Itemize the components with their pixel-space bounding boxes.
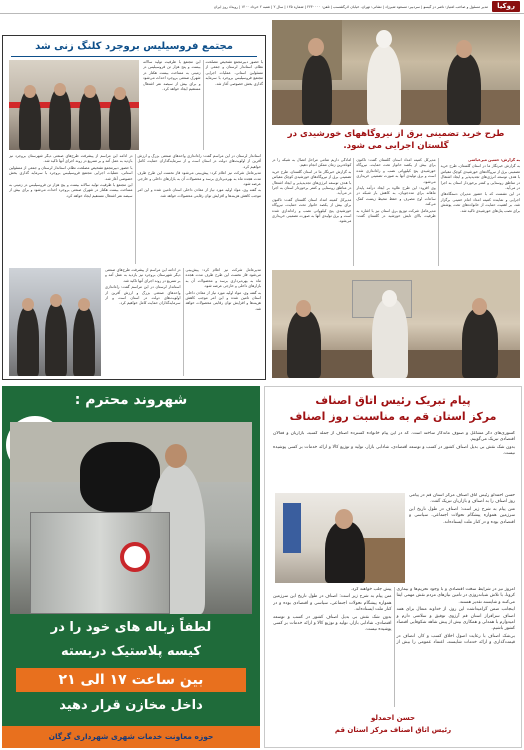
center-article	[272, 20, 520, 382]
signature-name: حسن احمدلو	[370, 714, 416, 722]
congrats-title-2: مرکز استان قم به مناسبت روز اصناف	[289, 410, 497, 423]
ribbon-cutting-photo	[9, 60, 139, 150]
right-article-tail: مدیرعامل شرکت نیز اعلام کرد: پیش‌بینی می‌شود فاز نخست این طرح ظرف مدت هجده ماه به بهره‌برداری برسد و محصولات آن به بازارهای داخلی و خارجی عرضه شود. به گفته وی، مواد اولیه مورد نیاز از معادن داخلی استان تامین شده و این امر موجب کاهش هزینه‌ها و افزایش توان رقابتی محصولات خواهد شد. در ادامه این مراسم از پیشرفت طرح‌های صنعتی دیگر شهرستان بروجرد نیز بازدید به عمل آمد و بر تسریع در روند اجرای آنها تاکید شد. استاندار لرستان در این مراسم گفت: راه‌اندازی واحدهای صنعتی بزرگ و ارزش آفرین از اولویت‌های دولت در استان است و از سرمایه‌گذاران حمایت کامل خواهیم کرد.	[105, 268, 261, 311]
congrats-intro: کسوری‌های دگر مشاغل و صنوف ماندگار ساخته است. که در این پیام خانواده گسترده اصناف از جمله کسبه، بازاریان و فعالان اقتصادی تبریک می‌گوییم. بدون شک نقش بی بدیل اصناف کشور در کسب و توسعه اقتصادی، شادابی بازار، تولید و توزیع کالا و ارائه خدمات بر کسی پوشیده نیست.	[273, 431, 515, 457]
ad-time-range: بین ساعت ۱۷ الی ۲۱	[16, 668, 246, 692]
factory-visit-photo	[9, 268, 101, 376]
signature-title: رئیس اتاق اصناف مرکز استان قم	[334, 726, 452, 734]
center-article-byline: به گزارش: حسین میرعباسی	[468, 158, 520, 162]
congrats-side-text: حسن احمدلو رئیس اتاق اصناف مرکز استان قم در پیامی روز اصناف را به اصناف و بازاریان تبریک گفت. متن پیام به شرح زیر است: اصناف در طول تاریخ این سرزمین همواره پیشگام تحولات اجتماعی، سیاسی و اقتصادی بوده و در کنار ملت ایستاده‌اند.	[409, 493, 515, 525]
newspaper-logo: روکیا	[492, 1, 520, 12]
right-article-title: مجتمع فروسیلیس بروجرد کلنگ زنی شد	[35, 41, 233, 52]
right-article-body: استاندار لرستان در این مراسم گفت: راه‌اندازی واحدهای صنعتی بزرگ و ارزش آفرین از اولویت‌های دولت در استان است و از سرمایه‌گذاران حمایت کامل خواهیم کرد. مدیرعامل شرکت نیز اعلام کرد: پیش‌بینی می‌شود فاز نخست این طرح ظرف مدت هجده ماه به بهره‌برداری برسد و محصولات آن به بازارهای داخلی و خارجی عرضه شود. به گفته وی، مواد اولیه مورد نیاز از معادن داخلی استان تامین شده و این امر موجب کاهش هزینه‌ها و افزایش توان رقابتی محصولات خواهد شد. در ادامه این مراسم از پیشرفت طرح‌های صنعتی دیگر شهرستان بروجرد نیز بازدید به عمل آمد و بر تسریع در روند اجرای آنها تاکید شد. با حضور دبیرمجمع تشخیص مصلحت نظام، استاندار لرستان و جمعی از مسئولین استانی، عملیات اجرایی مجتمع فروسیلیس بروجرد با سرمایه گذاری بخش خصوصی آغاز شد. این مجتمع با ظرفیت تولید سالانه بیست و پنج هزار تن فروسیلیس در زمینی به مساحت بیست هکتار در شهرک صنعتی بروجرد احداث می‌شود و برای بیش از سیصد نفر اشتغال مستقیم ایجاد خواهد کرد.	[9, 154, 261, 198]
waste-ad	[2, 386, 260, 748]
dumpster-photo	[10, 422, 252, 614]
meeting-photo-bottom	[272, 270, 520, 378]
ad-footer: حوزه معاونت خدمات شهری شهرداری گرگان	[2, 726, 260, 748]
ad-line-2: کیسه پلاستیک دربسته	[61, 644, 201, 659]
ad-header: شهروند محترم :	[74, 392, 188, 408]
congrats-title-1: پیام تبریک رئیس اتاق اصناف	[315, 394, 471, 407]
masthead-info: مدیر مسئول و صاحب امتیاز: ناصر دز گیسو | سردبیر: مسعود شیرزاد | نشانی: تهران، خیابان آذرگشسب | تلفن: ۲۲۴۰۰۰۰ | شماره ۱۲۵ | سال ۲ | شنبه ۲ خرداد ۱۴۰۰ | رویداد روز ایران	[213, 4, 489, 9]
right-article-lead: با حضور دبیرمجمع تشخیص مصلحت نظام، استاندار لرستان و جمعی از مسئولین استانی، عملیات اجرایی مجتمع فروسیلیس بروجرد با سرمایه گذاری بخش خصوصی آغاز شد. این مجتمع با ظرفیت تولید سالانه بیست و پنج هزار تن فروسیلیس در زمینی به مساحت بیست هکتار در شهرک صنعتی بروجرد احداث می‌شود و برای بیش از سیصد نفر اشتغال مستقیم ایجاد خواهد کرد.	[143, 60, 263, 92]
center-article-body: به گزارش: حسین میرعباسی به گزارش خبرنگار ما در استان گلستان، طرح خرید تضمینی برق از نیروگاه‌های خورشیدی کوچک مقیاس با هدف توسعه انرژی‌های تجدیدپذیر و ایجاد اشتغال در مناطق روستایی و کمتر برخوردار استان به اجرا در می‌آید. در این نشست که با حضور مدیران دستگاه‌های اجرایی و نماینده کمیته امداد امام خمینی برگزار شد، بر اهمیت حمایت از خانواده‌های تحت پوشش برای نصب پنل‌های خورشیدی تاکید شد. مدیرکل کمیته امداد استان گلستان گفت: تاکنون برای بیش از یکصد خانوار تحت حمایت، نیروگاه خورشیدی پنج کیلوواتی نصب و راه‌اندازی شده است و برق تولیدی آنها به صورت تضمینی خریداری می‌شود. وی افزود: این طرح علاوه بر ایجاد درآمد پایدار ماهانه برای مددجویان، به کاهش بار شبکه در ساعات اوج مصرف و حفظ محیط زیست کمک می‌کند. مدیرعامل شرکت توزیع برق استان نیز با اشاره به ظرفیت بالای تابش خورشید در گلستان گفت: آمادگی داریم تمامی مراحل اتصال به شبکه را در کوتاه‌ترین زمان ممکن انجام دهیم. به گزارش خبرنگار ما در استان گلستان، طرح خرید تضمینی برق از نیروگاه‌های خورشیدی کوچک مقیاس با هدف توسعه انرژی‌های تجدیدپذیر و ایجاد اشتغال در مناطق روستایی و کمتر برخوردار استان به اجرا در می‌آید. مدیرکل کمیته امداد استان گلستان گفت: تاکنون برای بیش از یکصد خانوار تحت حمایت، نیروگاه خورشیدی پنج کیلوواتی نصب و راه‌اندازی شده است و برق تولیدی آنها به صورت تضمینی خریداری می‌شود.	[272, 158, 520, 224]
congrats-body: امروز نیز در شرایط سخت اقتصادی و با وجود تحریم‌ها و بیماری کرونا، با تلاش شبانه‌روزی در تامین نیازهای مردم نقش مهمی ایفا می‌کنند و شایسته تقدیر هستند. اینجانب ضمن گرامیداشت این روز، از خداوند متعال برای همه اصناف سرافراز استان قم آرزوی توفیق و سلامتی دارم و امیدوارم با همدلی و همکاری بیش از پیش شاهد شکوفایی اقتصاد کشور باشیم. بی‌شک اصناف با رعایت اصول اخلاق کسب و کار، انصاف در قیمت‌گذاری و ارائه خدمات شایسته، اعتماد عمومی را بیش از پیش جلب خواهند کرد. متن پیام به شرح زیر است: اصناف در طول تاریخ این سرزمین همواره پیشگام تحولات اجتماعی، سیاسی و اقتصادی بوده و در کنار ملت ایستاده‌اند. بدون شک نقش بی بدیل اصناف کشور در کسب و توسعه اقتصادی، شادابی بازار، تولید و توزیع کالا و ارائه خدمات بر کسی پوشیده نیست.	[273, 587, 515, 646]
congrats-message	[264, 386, 522, 748]
president-portrait	[275, 493, 405, 583]
masthead	[0, 0, 524, 14]
meeting-photo-top	[272, 20, 520, 125]
ad-line-4: داخل مخازن قرار دهید	[59, 698, 203, 713]
right-article	[2, 35, 266, 380]
ad-line-1: لطفاً زباله های خود را در	[50, 620, 212, 635]
center-article-title: طرح خرید تضمینی برق از نیروگاههای خورشیدی در گلستان اجرایی می شود.	[287, 129, 505, 151]
